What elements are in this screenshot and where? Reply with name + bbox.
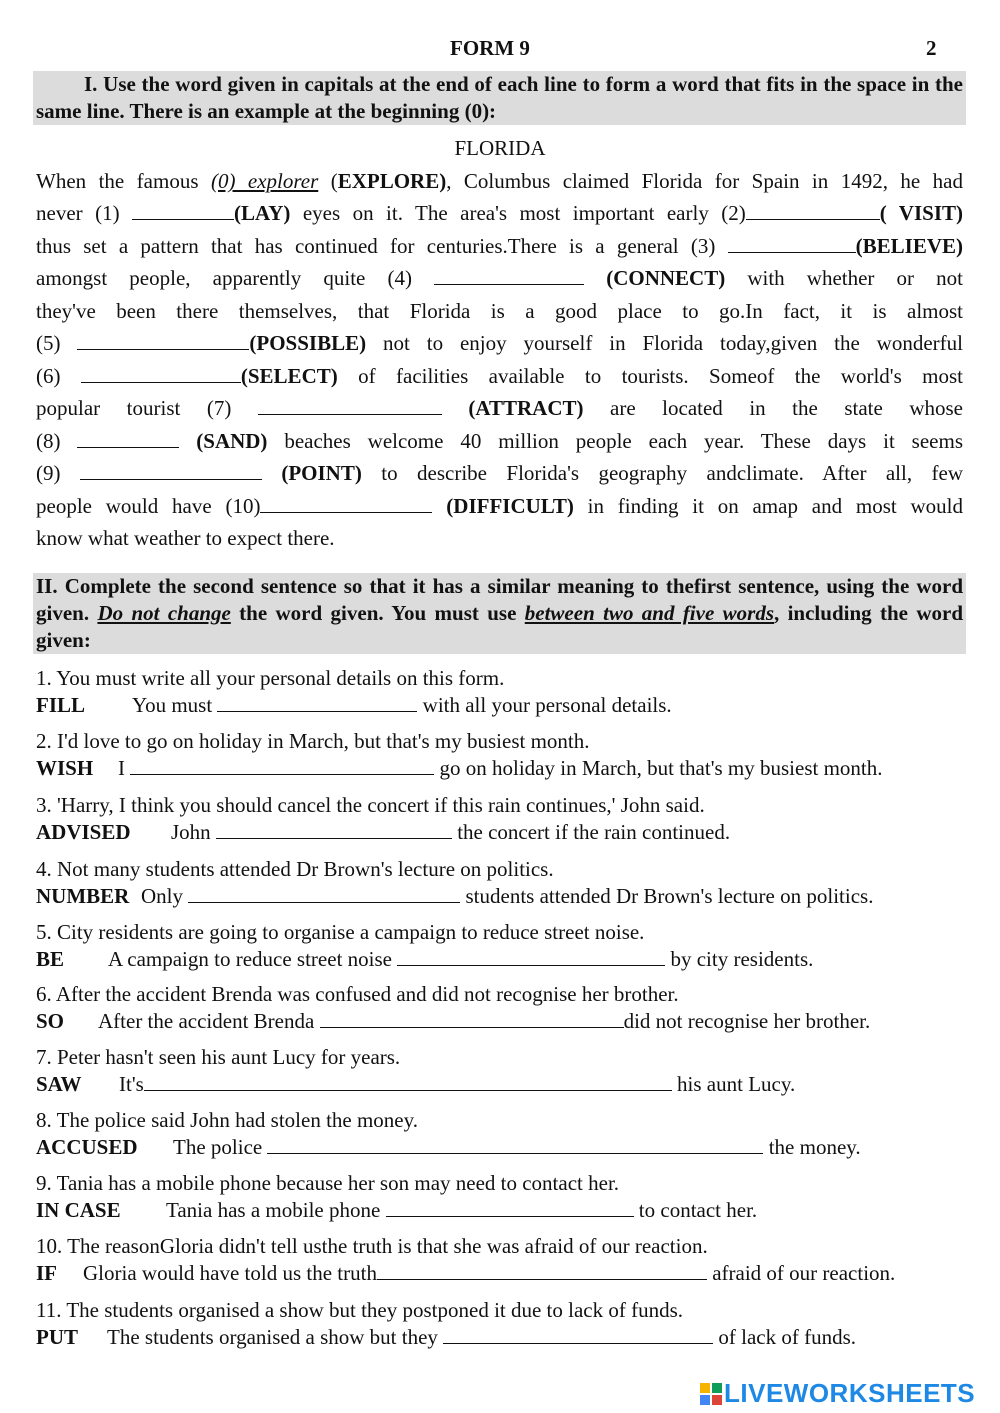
keyword: ADVISED	[36, 820, 131, 844]
rewrite-start: After the accident Brenda	[98, 1009, 320, 1033]
passage-line-11: people would have (10) (DIFFICULT) in finding it on amap and most would	[36, 494, 963, 518]
item-3-rewrite	[36, 819, 730, 846]
section-2-instruction: II. Complete the second sentence so that it has a similar meaning to thefirst sentence, using the word given. Do not change the word given. You must use between two and five words, including the word given:	[33, 573, 966, 654]
answer-blank[interactable]	[130, 757, 434, 775]
item-9-rewrite	[36, 1197, 757, 1224]
passage-line-4: amongst people, apparently quite (4) (CONNECT) with whether or not	[36, 266, 963, 290]
answer-blank[interactable]	[216, 821, 452, 839]
keyword: FILL	[36, 693, 86, 717]
item-3-sentence: 3. 'Harry, I think you should cancel the concert if this rain continues,' John said.	[36, 793, 705, 817]
passage-line-12: know what weather to expect there.	[36, 526, 335, 550]
item-9-sentence: 9. Tania has a mobile phone because her son may need to contact her.	[36, 1171, 620, 1195]
answer-blank-3[interactable]	[728, 235, 856, 253]
answer-blank[interactable]	[377, 1262, 707, 1280]
rewrite-start: Only	[141, 884, 189, 908]
answer-blank[interactable]	[217, 694, 417, 712]
item-4-sentence: 4. Not many students attended Dr Brown's lecture on politics.	[36, 857, 554, 881]
item-7-sentence: 7. Peter hasn't seen his aunt Lucy for years.	[36, 1045, 401, 1069]
rewrite-end: the money.	[763, 1135, 861, 1159]
item-10-rewrite	[36, 1260, 895, 1287]
answer-blank[interactable]	[188, 885, 460, 903]
passage-line-6: (5) (POSSIBLE) not to enjoy yourself in Florida today,given the wonderful	[36, 331, 963, 355]
rewrite-end: with all your personal details.	[417, 693, 672, 717]
form-label: FORM 9	[450, 36, 530, 60]
passage-line-3: thus set a pattern that has continued for centuries.There is a general (3) (BELIEVE)	[36, 234, 963, 258]
item-1-sentence: 1. You must write all your personal details on this form.	[36, 666, 505, 690]
passage-line-10: (9) (POINT) to describe Florida's geography andclimate. After all, few	[36, 461, 963, 485]
item-5-rewrite	[36, 946, 813, 973]
rewrite-start: The police	[173, 1135, 268, 1159]
passage-title: FLORIDA	[454, 136, 546, 160]
passage-line-8: popular tourist (7) (ATTRACT) are located in the state whose	[36, 396, 963, 420]
rewrite-start: Tania has a mobile phone	[166, 1198, 386, 1222]
rewrite-end: students attended Dr Brown's lecture on politics.	[460, 884, 874, 908]
rewrite-start: It's	[119, 1072, 144, 1096]
rewrite-start: Gloria would have told us the truth	[83, 1261, 377, 1285]
answer-blank[interactable]	[320, 1010, 624, 1028]
keyword: SO	[36, 1009, 65, 1033]
answer-blank[interactable]	[386, 1199, 634, 1217]
example-answer: (0) explorer	[210, 169, 319, 193]
liveworksheets-logo: LIVEWORKSHEETS	[700, 1378, 975, 1408]
item-10-sentence: 10. The reasonGloria didn't tell usthe truth is that she was afraid of our reaction.	[36, 1234, 708, 1258]
keyword: BE	[36, 947, 65, 971]
rewrite-start: John	[171, 820, 216, 844]
rewrite-start: You must	[132, 693, 218, 717]
item-11-sentence: 11. The students organised a show but they postponed it due to lack of funds.	[36, 1298, 684, 1322]
item-8-rewrite	[36, 1134, 861, 1161]
keyword: SAW	[36, 1072, 82, 1096]
rewrite-end: go on holiday in March, but that's my busiest month.	[434, 756, 883, 780]
answer-blank-10[interactable]	[260, 495, 432, 513]
rewrite-end: of lack of funds.	[713, 1325, 857, 1349]
section-1-instruction: I. Use the word given in capitals at the end of each line to form a word that fits in the space in the same line. There is an example at the beginning (0):	[33, 71, 966, 125]
answer-blank-4[interactable]	[434, 267, 584, 285]
rewrite-end: the concert if the rain continued.	[451, 820, 731, 844]
keyword: NUMBER	[36, 884, 130, 908]
answer-blank-6[interactable]	[81, 365, 241, 383]
passage-line-1: When the famous (0) explorer (EXPLORE), Columbus claimed Florida for Spain in 1492, he had	[36, 169, 963, 193]
item-7-rewrite	[36, 1071, 795, 1098]
item-2-rewrite	[36, 755, 883, 782]
passage-line-7: (6) (SELECT) of facilities available to tourists. Someof the world's most	[36, 364, 963, 388]
rewrite-start: A campaign to reduce street noise	[108, 947, 398, 971]
keyword: IF	[36, 1261, 57, 1285]
rewrite-start: The students organised a show but they	[107, 1325, 444, 1349]
item-2-sentence: 2. I'd love to go on holiday in March, but that's my busiest month.	[36, 729, 590, 753]
item-6-rewrite	[36, 1008, 870, 1035]
passage-line-9: (8) (SAND) beaches welcome 40 million people each year. These days it seems	[36, 429, 963, 453]
passage-line-2: never (1) (LAY) eyes on it. The area's most important early (2) ( VISIT)	[36, 201, 963, 225]
rewrite-end: to contact her.	[633, 1198, 758, 1222]
rewrite-end: afraid of our reaction.	[706, 1261, 896, 1285]
answer-blank[interactable]	[144, 1073, 672, 1091]
answer-blank-7[interactable]	[258, 397, 442, 415]
item-1-rewrite	[36, 692, 672, 719]
passage-line-5: they've been there themselves, that Florida is a good place to go.In fact, it is almost	[36, 299, 963, 323]
answer-blank-9[interactable]	[80, 462, 262, 480]
item-4-rewrite	[36, 883, 873, 910]
item-5-sentence: 5. City residents are going to organise a campaign to reduce street noise.	[36, 920, 645, 944]
answer-blank-8[interactable]	[77, 430, 179, 448]
keyword: ACCUSED	[36, 1135, 138, 1159]
keyword: WISH	[36, 756, 94, 780]
rewrite-end: by city residents.	[665, 947, 814, 971]
rewrite-end: his aunt Lucy.	[671, 1072, 796, 1096]
item-6-sentence: 6. After the accident Brenda was confused and did not recognise her brother.	[36, 982, 679, 1006]
keyword: PUT	[36, 1325, 78, 1349]
logo-icon	[700, 1381, 722, 1403]
rewrite-end: did not recognise her brother.	[623, 1009, 871, 1033]
page-header	[0, 36, 1000, 64]
item-8-sentence: 8. The police said John had stolen the money.	[36, 1108, 419, 1132]
answer-blank-1[interactable]	[132, 202, 234, 220]
page-number: 2	[926, 36, 937, 60]
keyword: IN CASE	[36, 1198, 121, 1222]
answer-blank-5[interactable]	[77, 332, 249, 350]
answer-blank-2[interactable]	[746, 202, 880, 220]
rewrite-start: I	[118, 756, 131, 780]
answer-blank[interactable]	[443, 1326, 713, 1344]
answer-blank[interactable]	[397, 948, 665, 966]
answer-blank[interactable]	[267, 1136, 763, 1154]
item-11-rewrite	[36, 1324, 856, 1351]
